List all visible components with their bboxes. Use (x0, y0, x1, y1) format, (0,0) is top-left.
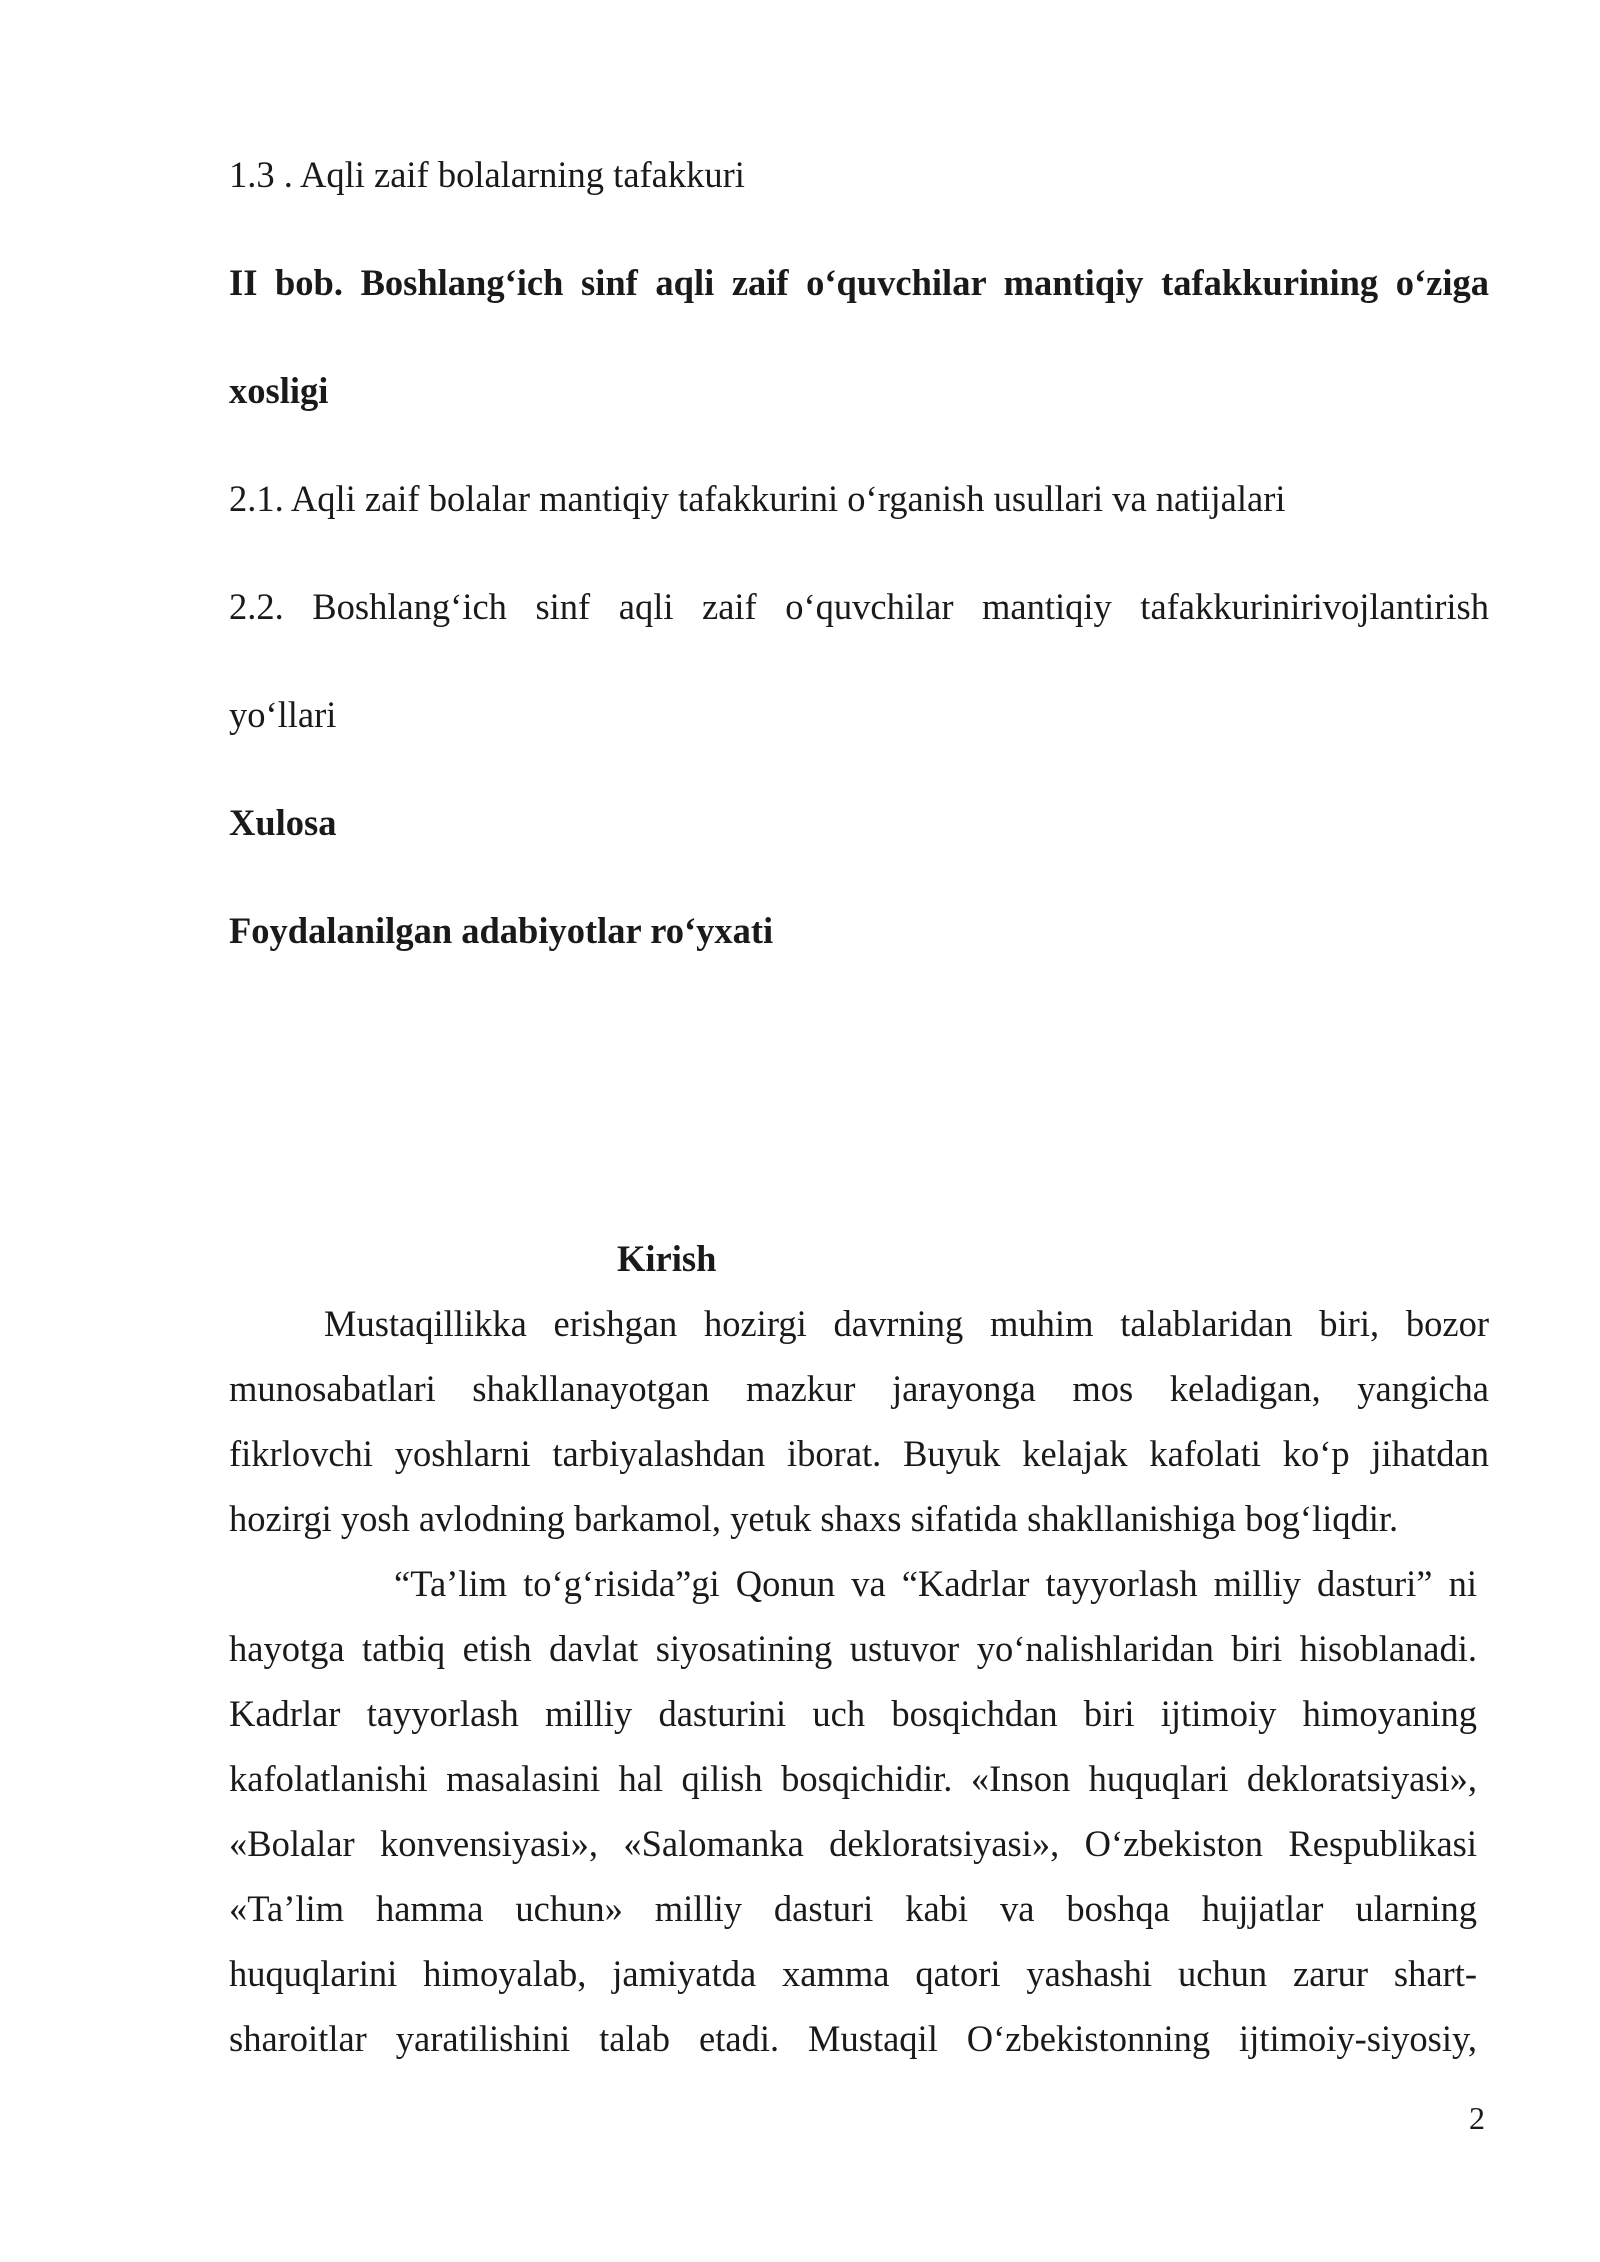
toc-item-2-1: 2.1. Aqli zaif bolalar mantiqiy tafakkurini o‘rganish usullari va natijalari (229, 478, 1286, 519)
paragraph-line: “Ta’lim to‘g‘risida”gi Qonun va “Kadrlar tayyorlash milliy dasturi” ni (394, 1563, 1477, 1604)
toc-chapter-2-title-continued: xosligi (229, 370, 329, 411)
intro-paragraph-1 (229, 1291, 1489, 1551)
toc-item-2-2: 2.2. Boshlang‘ich sinf aqli zaif o‘quvchilar mantiqiy tafakkurinirivojlantirish (229, 586, 1489, 627)
paragraph-line: Mustaqillikka erishgan hozirgi davrning muhim talablaridan biri, bozor (324, 1303, 1489, 1344)
paragraph-line: hozirgi yosh avlodning barkamol, yetuk shaxs sifatida shakllanishiga bog‘liqdir. (229, 1498, 1399, 1539)
toc-chapter-2-title: II bob. Boshlang‘ich sinf aqli zaif o‘quvchilar mantiqiy tafakkurining o‘ziga (229, 262, 1489, 303)
paragraph-line: hayotga tatbiq etish davlat siyosatining ustuvor yo‘nalishlaridan biri hisoblanadi. (229, 1628, 1477, 1669)
toc-conclusion: Xulosa (229, 802, 337, 843)
paragraph-line: Kadrlar tayyorlash milliy dasturini uch bosqichdan biri ijtimoiy himoyaning (229, 1693, 1477, 1734)
toc-item-2-2-continued: yo‘llari (229, 694, 337, 735)
intro-paragraph-2 (229, 1551, 1477, 2071)
paragraph-line: munosabatlari shakllanayotgan mazkur jarayonga mos keladigan, yangicha (229, 1368, 1489, 1409)
paragraph-line: kafolatlanishi masalasini hal qilish bosqichidir. «Inson huquqlari dekloratsiyasi», (229, 1758, 1477, 1799)
paragraph-line: «Ta’lim hamma uchun» milliy dasturi kabi va boshqa hujjatlar ularning (229, 1888, 1477, 1929)
paragraph-line: huquqlarini himoyalab, jamiyatda xamma qatori yashashi uchun zarur shart- (229, 1953, 1477, 1994)
intro-heading: Kirish (617, 1238, 717, 1279)
paragraph-line: sharoitlar yaratilishini talab etadi. Mustaqil O‘zbekistonning ijtimoiy-siyosiy, (229, 2018, 1477, 2059)
toc-item-1-3: 1.3 . Aqli zaif bolalarning tafakkuri (229, 154, 745, 195)
paragraph-line: «Bolalar konvensiyasi», «Salomanka dekloratsiyasi», O‘zbekiston Respublikasi (229, 1823, 1477, 1864)
page-number: 2 (1469, 2100, 1485, 2136)
toc-references: Foydalanilgan adabiyotlar ro‘yxati (229, 910, 774, 951)
paragraph-line: fikrlovchi yoshlarni tarbiyalashdan iborat. Buyuk kelajak kafolati ko‘p jihatdan (229, 1433, 1489, 1474)
